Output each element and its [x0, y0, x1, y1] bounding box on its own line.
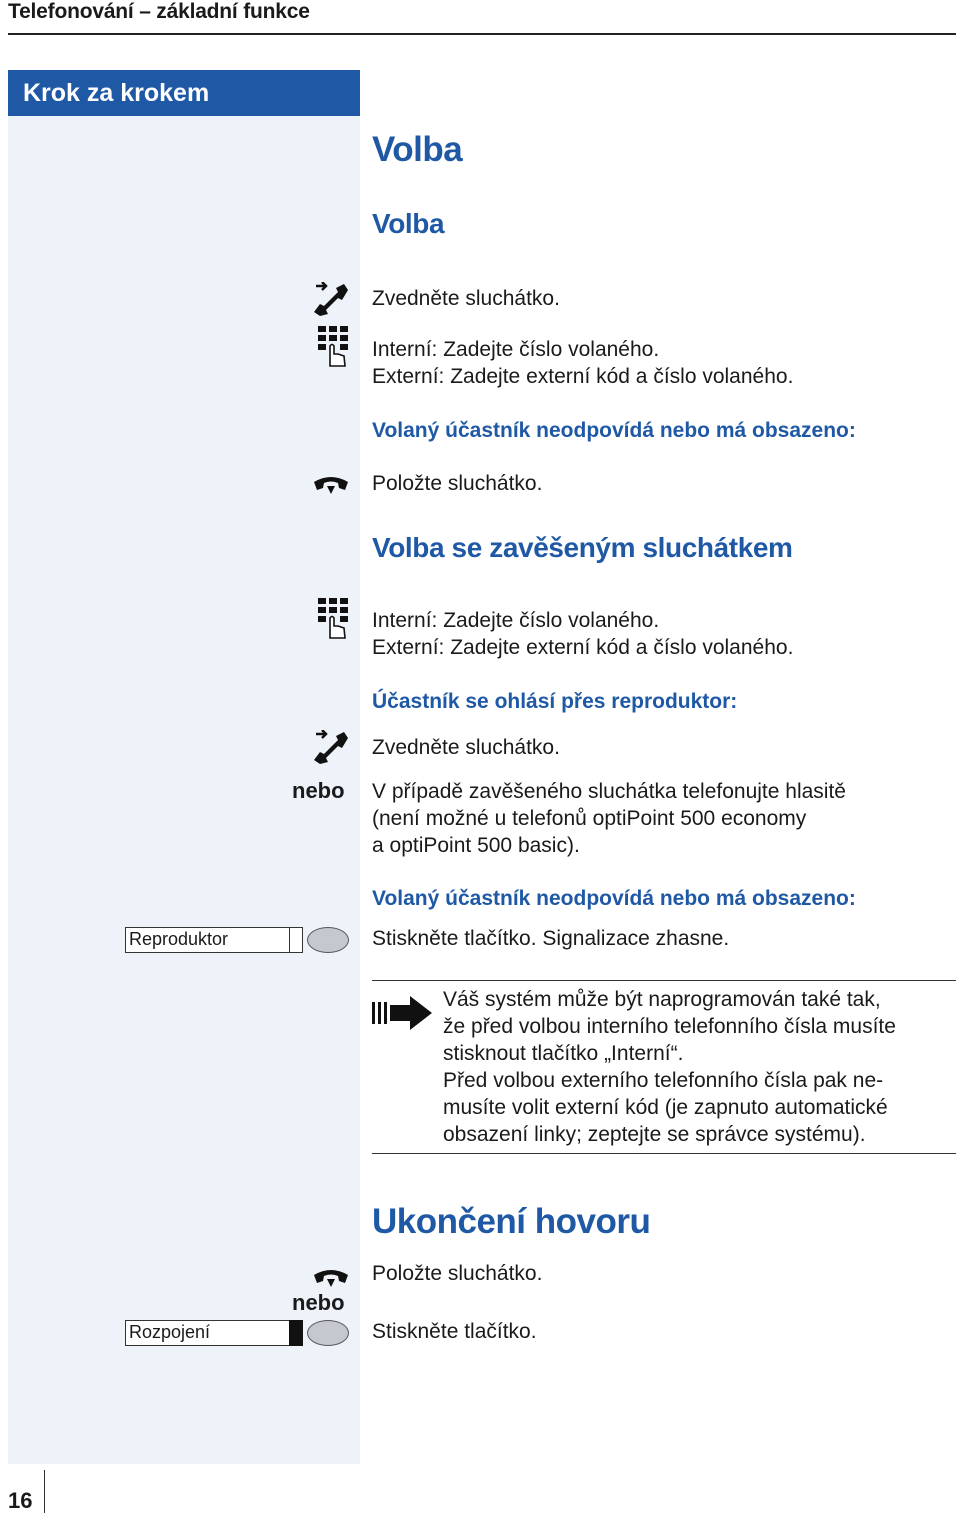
step-handsfree: V případě zavěšeného sluchátka telefonujte hlasitě (není možné u telefonů optiPoint 500 economy a optiPoint 500 basic). — [372, 780, 846, 857]
release-key-label[interactable]: Rozpojení — [125, 1320, 303, 1346]
key-divider-filled — [289, 1320, 303, 1346]
step-press-release: Stiskněte tlačítko. — [372, 1320, 537, 1343]
release-key-button[interactable] — [307, 1320, 349, 1346]
step-press-speaker: Stiskněte tlačítko. Signalizace zhasne. — [372, 927, 730, 950]
speaker-key-button[interactable] — [307, 927, 349, 953]
condition-no-answer: Volaný účastník neodpovídá nebo má obsazeno: — [372, 419, 856, 442]
note-bottom-rule — [372, 1153, 956, 1154]
header-rule — [8, 33, 956, 35]
section-title-end-call: Ukončení hovoru — [372, 1202, 651, 1241]
handset-lift-icon — [312, 730, 350, 764]
section-title-volba: Volba — [372, 130, 463, 169]
handset-hangup-icon — [312, 470, 350, 496]
step-hang-up: Položte sluchátko. — [372, 472, 543, 495]
info-note: Váš systém může být naprogramován také tak, že před volbou interního telefonního čísla musíte stisknout tlačítko „Interní“. Před volbou externího telefonního čísla pak ne- musíte volit externí kód (je zapnuto automatické obsazení linky; zeptejte se správce systému). — [443, 988, 896, 1146]
step-enter-number: Interní: Zadejte číslo volaného. Externí: Zadejte externí kód a číslo volaného. — [372, 338, 794, 388]
sidebar-title: Krok za krokem — [8, 70, 360, 116]
subsection-title-onhook: Volba se zavěšeným sluchátkem — [372, 532, 793, 563]
step-enter-number-onhook: Interní: Zadejte číslo volaného. Externí: Zadejte externí kód a číslo volaného. — [372, 609, 794, 659]
keypad-icon — [318, 326, 350, 368]
speaker-key-label[interactable]: Reproduktor — [125, 927, 303, 953]
or-label: nebo — [292, 778, 345, 803]
sidebar-column — [8, 70, 360, 1464]
note-top-rule — [372, 980, 956, 981]
note-arrow-icon — [372, 994, 434, 1032]
handset-lift-icon — [312, 282, 350, 316]
step-lift-handset-2: Zvedněte sluchátko. — [372, 736, 560, 759]
keypad-icon — [318, 598, 350, 640]
step-hang-up-2: Položte sluchátko. — [372, 1262, 543, 1285]
page-number: 16 — [8, 1488, 33, 1513]
handset-hangup-icon — [312, 1263, 350, 1289]
step-lift-handset: Zvedněte sluchátko. — [372, 287, 560, 310]
condition-speaker-answer: Účastník se ohlásí přes reproduktor: — [372, 690, 738, 713]
header-title: Telefonování – základní funkce — [8, 0, 310, 23]
condition-no-answer-2: Volaný účastník neodpovídá nebo má obsazeno: — [372, 887, 856, 910]
or-label-2: nebo — [292, 1290, 345, 1315]
page-number-rule — [44, 1470, 45, 1513]
subsection-title-volba: Volba — [372, 208, 445, 239]
key-divider — [289, 927, 303, 953]
